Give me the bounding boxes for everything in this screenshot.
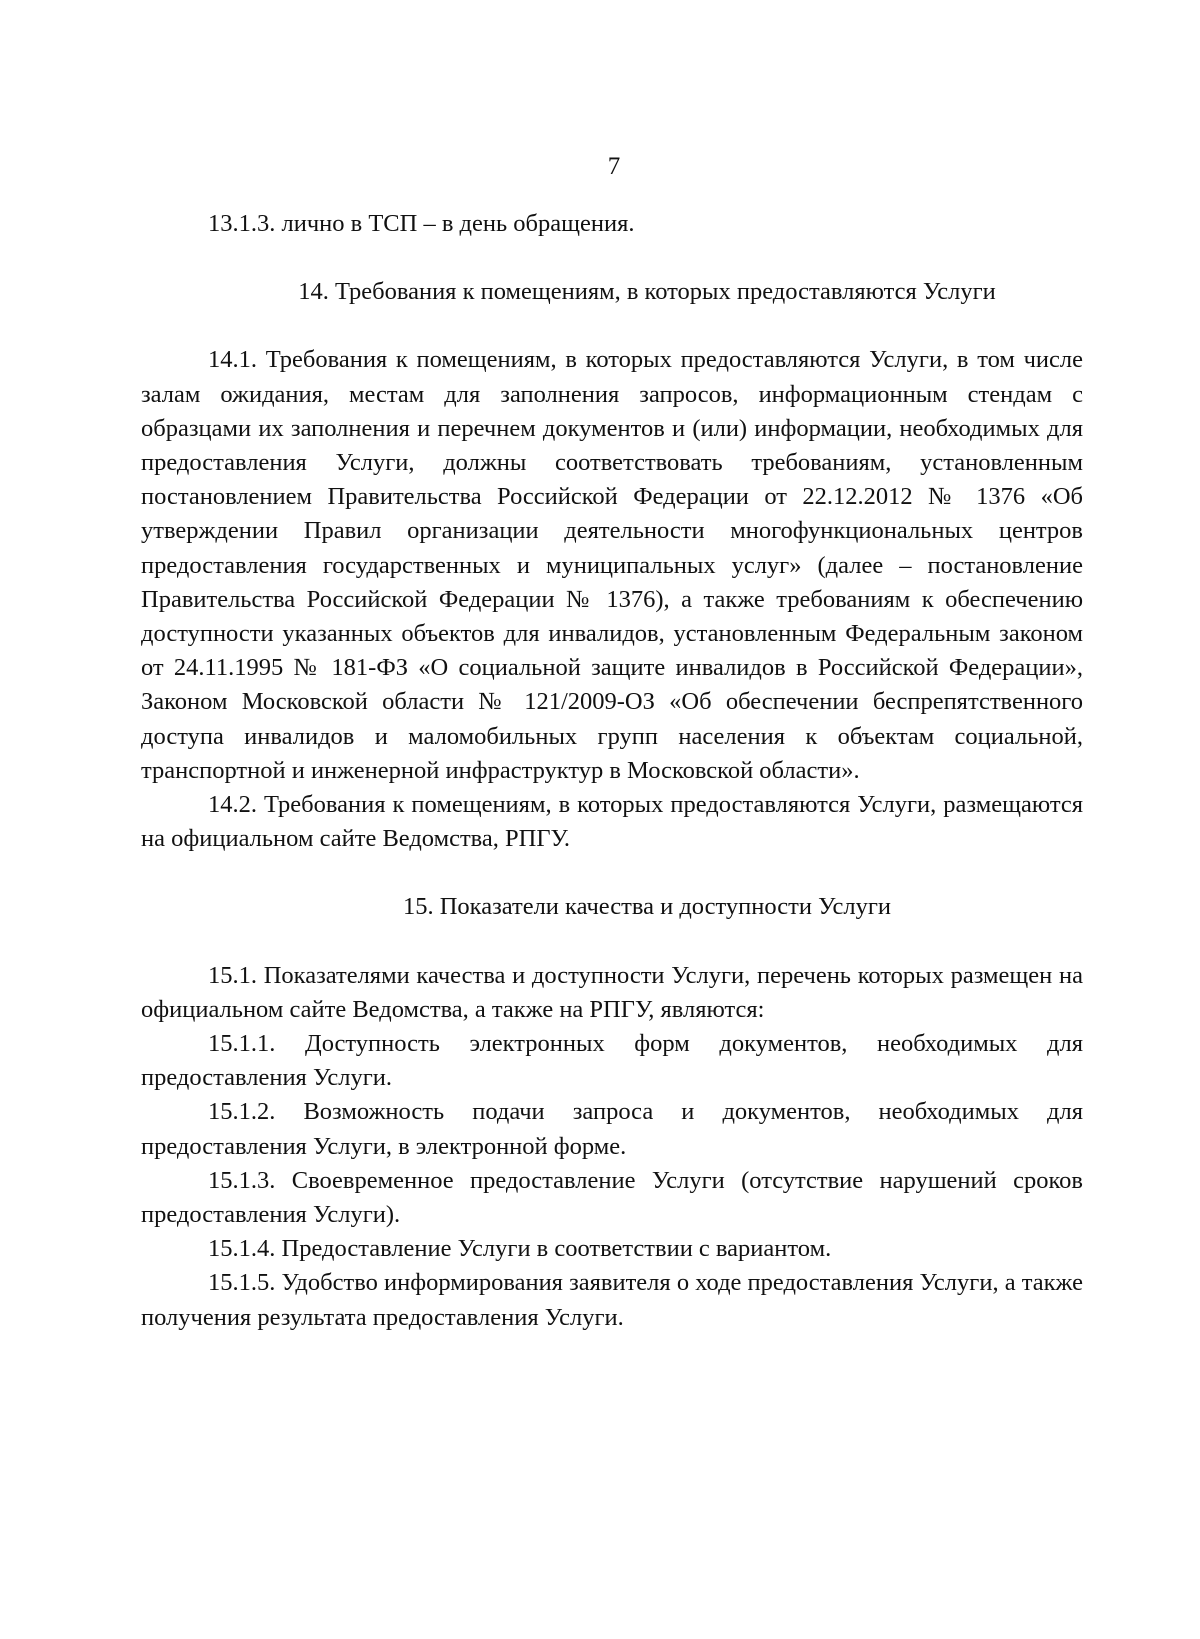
paragraph-14-1: 14.1. Требования к помещениям, в которых предоставляются Услуги, в том числе залам ожидания, местам для заполнения запросов, информационным стендам с образцами их заполнения и перечнем документов и (или) информации, необходимых для предоставления Услуги, должны соответствовать требованиям, установленным постановлением Правительства Российской Федерации от 22.12.2012 № 1376 «Об утверждении Правил организации деятельности многофункциональных центров предоставления государственных и муниципальных услуг» (далее – постановление Правительства Российской Федерации № 1376), а также требованиям к обеспечению доступности указанных объектов для инвалидов, установленным Федеральным законом от 24.11.1995 № 181-ФЗ «О социальной защите инвалидов в Российской Федерации», Законом Московской области № 121/2009-ОЗ «Об обеспечении беспрепятственного доступа инвалидов и маломобильных групп населения к объектам социальной, транспортной и инженерной инфраструктур в Московской области». xyxy=(141,346,1083,784)
section-heading-14: 14. Требования к помещениям, в которых предоставляются Услуги xyxy=(298,278,996,306)
paragraph-15-1-3: 15.1.3. Своевременное предоставление Услуги (отсутствие нарушений сроков предоставления Услуги). xyxy=(141,1166,1083,1229)
spacer xyxy=(141,241,1083,275)
spacer xyxy=(141,856,1083,890)
paragraph-13-1-3: 13.1.3. лично в ТСП – в день обращения. xyxy=(208,210,635,237)
paragraph-14-2: 14.2. Требования к помещениям, в которых предоставляются Услуги, размещаются на официальном сайте Ведомства, РПГУ. xyxy=(141,791,1083,853)
spacer xyxy=(141,925,1083,959)
paragraph-15-1-1: 15.1.1. Доступность электронных форм документов, необходимых для предоставления Услуги. xyxy=(141,1030,1083,1092)
page-number: 7 xyxy=(607,153,621,180)
paragraph-15-1-4: 15.1.4. Предоставление Услуги в соответствии с вариантом. xyxy=(208,1235,832,1263)
paragraph-15-1-2: 15.1.2. Возможность подачи запроса и документов, необходимых для предоставления Услуги, в электронной форме. xyxy=(141,1098,1083,1160)
paragraph-15-1-5: 15.1.5. Удобство информирования заявителя о ходе предоставления Услуги, а также получения результата предоставления Услуги. xyxy=(141,1269,1083,1331)
paragraph-15-1: 15.1. Показателями качества и доступности Услуги, перечень которых размещен на официальном сайте Ведомства, а также на РПГУ, являются: xyxy=(141,961,1083,1023)
section-heading-15: 15. Показатели качества и доступности Услуги xyxy=(402,893,891,921)
document-body xyxy=(141,207,1083,1335)
spacer xyxy=(141,309,1083,343)
